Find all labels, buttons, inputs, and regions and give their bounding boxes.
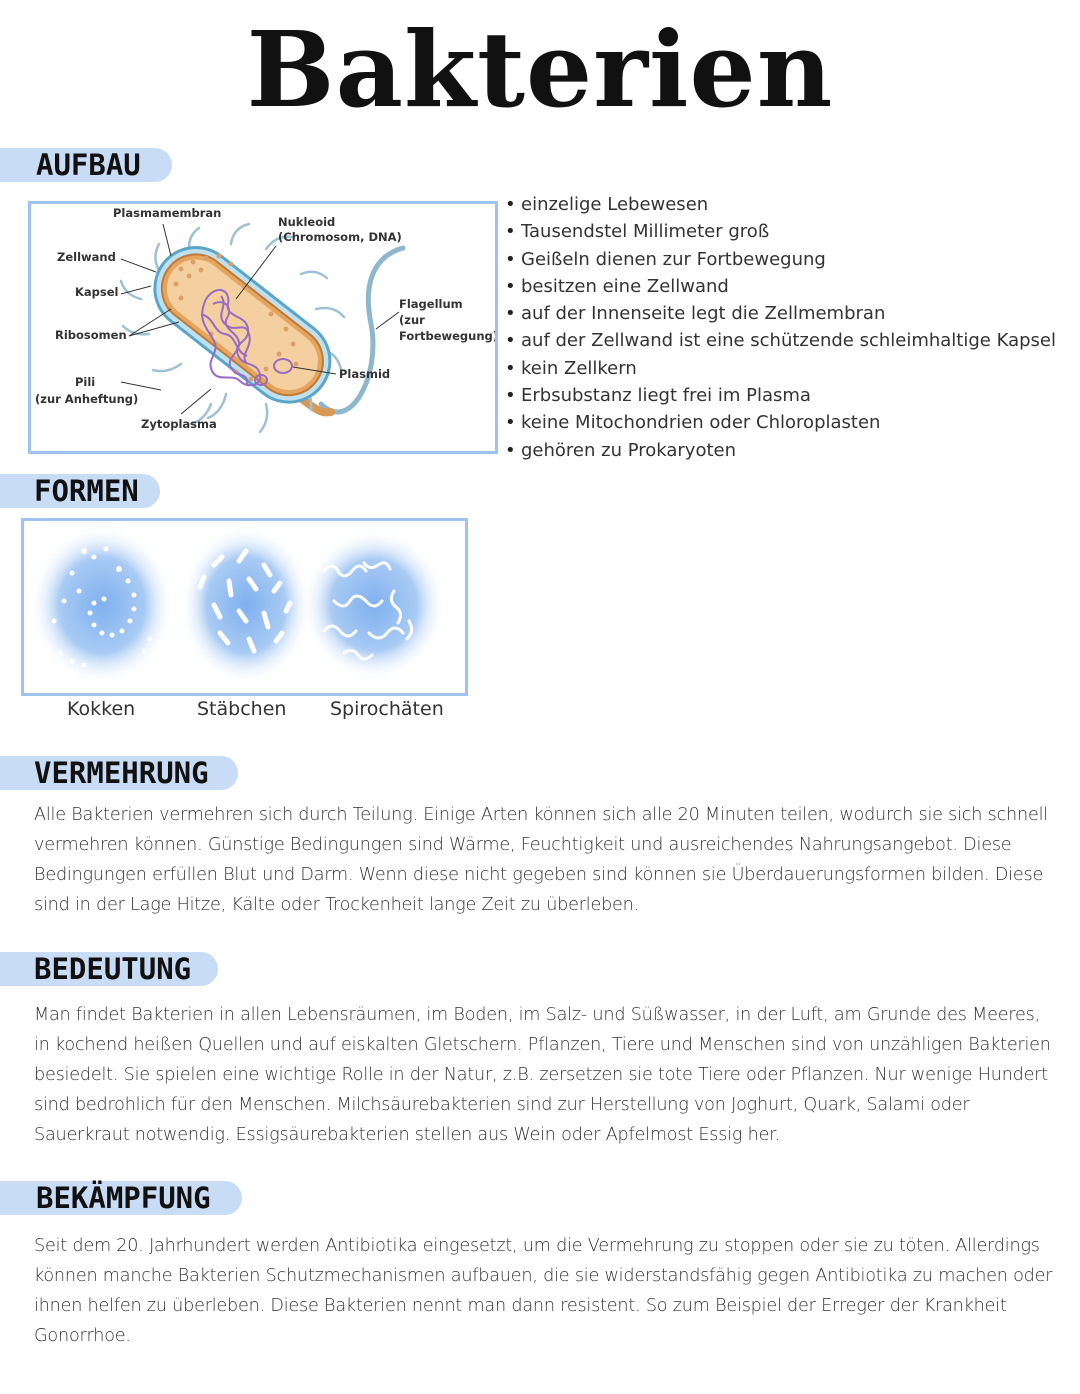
label-flagellum: Flagellum xyxy=(399,297,463,311)
vermehrung-text: Alle Bakterien vermehren sich durch Teilung. Einige Arten können sich alle 20 Minuten teilen, wodurch sie sich schnell vermehren können. Günstige Bedingungen sind Wärme, Feuchtigkeit und ausreichendes Nahrungsangebot. Diese Bedingungen erfüllen Blut und Darm. Wenn diese nicht gegeben sind können sie Überdauerungsformen bilden. Diese sind in der Lage Hitze, Kälte oder Trockenheit lange Zeit zu überleben. xyxy=(34,805,1048,915)
label-plasmid: Plasmid xyxy=(339,367,391,381)
label-zellwand: Zellwand xyxy=(57,250,116,264)
label-pili-detail: (zur Anheftung) xyxy=(35,392,139,406)
caption-staebchen: Stäbchen xyxy=(197,698,287,720)
forms-frame xyxy=(21,518,468,696)
fact-item: • besitzen eine Zellwand xyxy=(505,273,1056,300)
fact-item: • gehören zu Prokaryoten xyxy=(505,437,1056,464)
heading-bedeutung: BEDEUTUNG xyxy=(34,952,192,986)
fact-item: • auf der Zellwand ist eine schützende schleimhaltige Kapsel xyxy=(505,327,1056,354)
caption-kokken: Kokken xyxy=(67,698,136,720)
fact-item: • kein Zellkern xyxy=(505,355,1056,382)
facts-list xyxy=(505,191,1056,464)
label-zytoplasma: Zytoplasma xyxy=(141,417,217,431)
label-flagellum-detail-1: (zur xyxy=(399,313,425,327)
fact-item: • Geißeln dienen zur Fortbewegung xyxy=(505,246,1056,273)
label-ribosomen: Ribosomen xyxy=(55,328,127,342)
heading-aufbau: AUFBAU xyxy=(36,148,141,182)
fact-item: • auf der Innenseite legt die Zellmembran xyxy=(505,300,1056,327)
fact-item: • einzelige Lebewesen xyxy=(505,191,1056,218)
label-kapsel: Kapsel xyxy=(75,285,119,299)
heading-formen: FORMEN xyxy=(34,474,139,508)
bacterium-cell-diagram xyxy=(31,204,495,451)
fact-item: • Erbsubstanz liegt frei im Plasma xyxy=(505,382,1056,409)
page-title: Bakterien xyxy=(246,8,834,131)
kokken-sample xyxy=(30,525,174,685)
fact-item: • Tausendstel Millimeter groß xyxy=(505,218,1056,245)
fact-item: • keine Mitochondrien oder Chloroplasten xyxy=(505,409,1056,436)
label-plasmamembran: Plasmamembran xyxy=(113,206,222,220)
cell-diagram-frame xyxy=(28,201,498,454)
label-nukleoid-detail: (Chromosom, DNA) xyxy=(278,230,402,244)
bedeutung-text: Man findet Bakterien in allen Lebensräumen, im Boden, im Salz- und Süßwasser, in der Luft, am Grunde des Meeres, in kochend heißen Quellen und auf eiskalten Gletschern. Pflanzen, Tiere und Menschen sind von unzähligen Bakterien besiedelt. Sie spielen eine wichtige Rolle in der Natur, z.B. zersetzen sie tote Tiere oder Pflanzen. Nur wenige Hundert sind bedrohlich für den Menschen. Milchsäurebakterien sind zur Herstellung von Joghurt, Quark, Salami oder Sauerkraut notwendig. Essigsäurebakterien stellen aus Wein oder Apfelmost Essig her. xyxy=(34,1005,1051,1145)
label-pili: Pili xyxy=(75,375,96,389)
label-flagellum-detail-2: Fortbewegung) xyxy=(399,329,495,343)
bacteria-forms-illustration xyxy=(24,521,465,693)
caption-spirochaeten: Spirochäten xyxy=(330,698,444,720)
label-nukleoid: Nukleoid xyxy=(278,215,336,229)
flagellum xyxy=(321,248,403,412)
bekaempfung-text: Seit dem 20. Jahrhundert werden Antibiotika eingesetzt, um die Vermehrung zu stoppen oder sie zu töten. Allerdings können manche Bakterien Schutzmechanismen aufbauen, die sie widerstandsfähig gegen Antibiotika zu machen oder ihnen helfen zu überleben. Diese Bakterien nennt man dann resistent. So zum Beispiel der Erreger der Krankheit Gonorrhoe. xyxy=(34,1236,1053,1346)
heading-vermehrung: VERMEHRUNG xyxy=(34,756,209,790)
heading-bekaempfung: BEKÄMPFUNG xyxy=(36,1181,211,1215)
